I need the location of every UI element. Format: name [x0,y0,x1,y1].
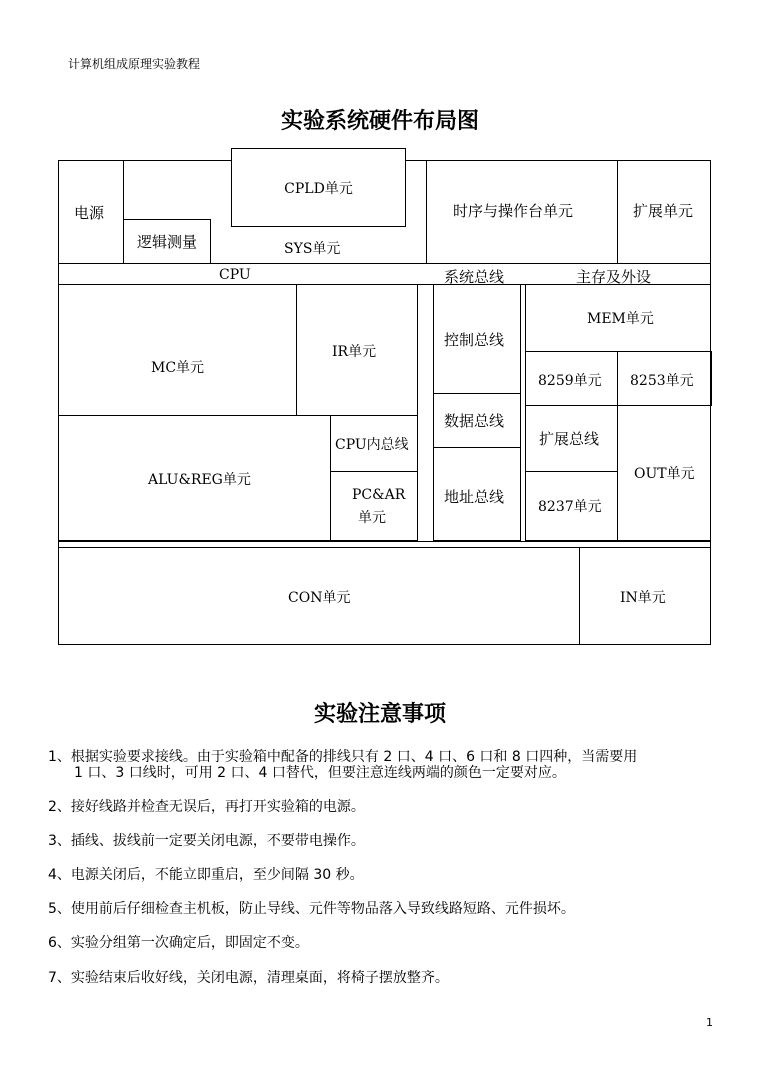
bottom-row-frame [58,541,711,645]
divider [710,264,711,284]
divider [58,264,59,284]
data-bus-label: 数据总线 [444,412,505,430]
divider [58,547,711,548]
power-label: 电源 [74,204,105,222]
system-bus-label: 系统总线 [444,268,505,286]
note-item: 2、接好线路并检查无误后，再打开实验箱的电源。 [48,799,365,815]
notes-title: 实验注意事项 [313,701,446,727]
expand-unit-label: 扩展单元 [633,202,694,220]
mem-unit-label: MEM单元 [587,311,654,327]
logic-probe-label: 逻辑测量 [136,233,197,251]
divider [617,351,618,541]
note-item: 1 口、3 口线时，可用 2 口、4 口替代，但要注意连线两端的颜色一定要对应。 [74,765,566,781]
timing-unit-label: 时序与操作台单元 [453,202,574,220]
divider [579,547,580,645]
cpu-label: CPU [219,267,251,283]
pc-ar-unit-label-2: 单元 [358,510,386,526]
note-item: 3、插线、拔线前一定要关闭电源，不要带电操作。 [48,833,365,849]
note-item: 7、实验结束后收好线，关闭电源，清理桌面，将椅子摆放整齐。 [48,970,449,986]
alu-reg-unit-label: ALU&REG单元 [148,472,251,488]
u8253-label: 8253单元 [630,373,694,389]
note-item: 4、电源关闭后，不能立即重启，至少间隔 30 秒。 [48,867,364,883]
note-item: 1、根据实验要求接线。由于实验箱中配备的排线只有 2 口、4 口、6 口和 8 口四种，当需要用 [48,749,638,765]
cpu-inner-bus-label: CPU内总线 [335,437,409,453]
note-item: 5、使用前后仔细检查主机板，防止导线、元件等物品落入导致线路短路、元件损坏。 [48,901,575,917]
expand-bus-label: 扩展总线 [539,430,600,448]
note-item: 6、实验分组第一次确定后，即固定不变。 [48,935,309,951]
divider [426,160,427,264]
in-unit-label: IN单元 [620,590,666,606]
control-bus-label: 控制总线 [444,331,505,349]
main-memory-label: 主存及外设 [576,268,652,286]
u8259-label: 8259单元 [538,373,602,389]
divider [296,284,297,415]
ir-unit-label: IR单元 [332,344,377,360]
divider [433,447,521,448]
divider [330,471,418,472]
divider [330,415,331,541]
divider [433,393,521,394]
divider [525,471,617,472]
divider [525,405,711,406]
divider [617,160,618,264]
divider [58,415,418,416]
cpld-unit-label: CPLD单元 [284,180,353,197]
running-header: 计算机组成原理实验教程 [68,57,201,71]
cpld-unit-box [231,148,406,227]
u8237-label: 8237单元 [538,499,602,515]
address-bus-label: 地址总线 [444,488,505,506]
page-number: 1 [706,1016,713,1029]
out-unit-label: OUT单元 [634,466,695,482]
con-unit-label: CON单元 [288,590,351,606]
mc-unit-label: MC单元 [151,360,205,376]
pc-ar-unit-label: PC&AR [352,487,406,503]
logic-probe-box [123,219,211,264]
layout-title: 实验系统硬件布局图 [280,108,479,134]
sys-unit-label: SYS单元 [284,241,341,257]
